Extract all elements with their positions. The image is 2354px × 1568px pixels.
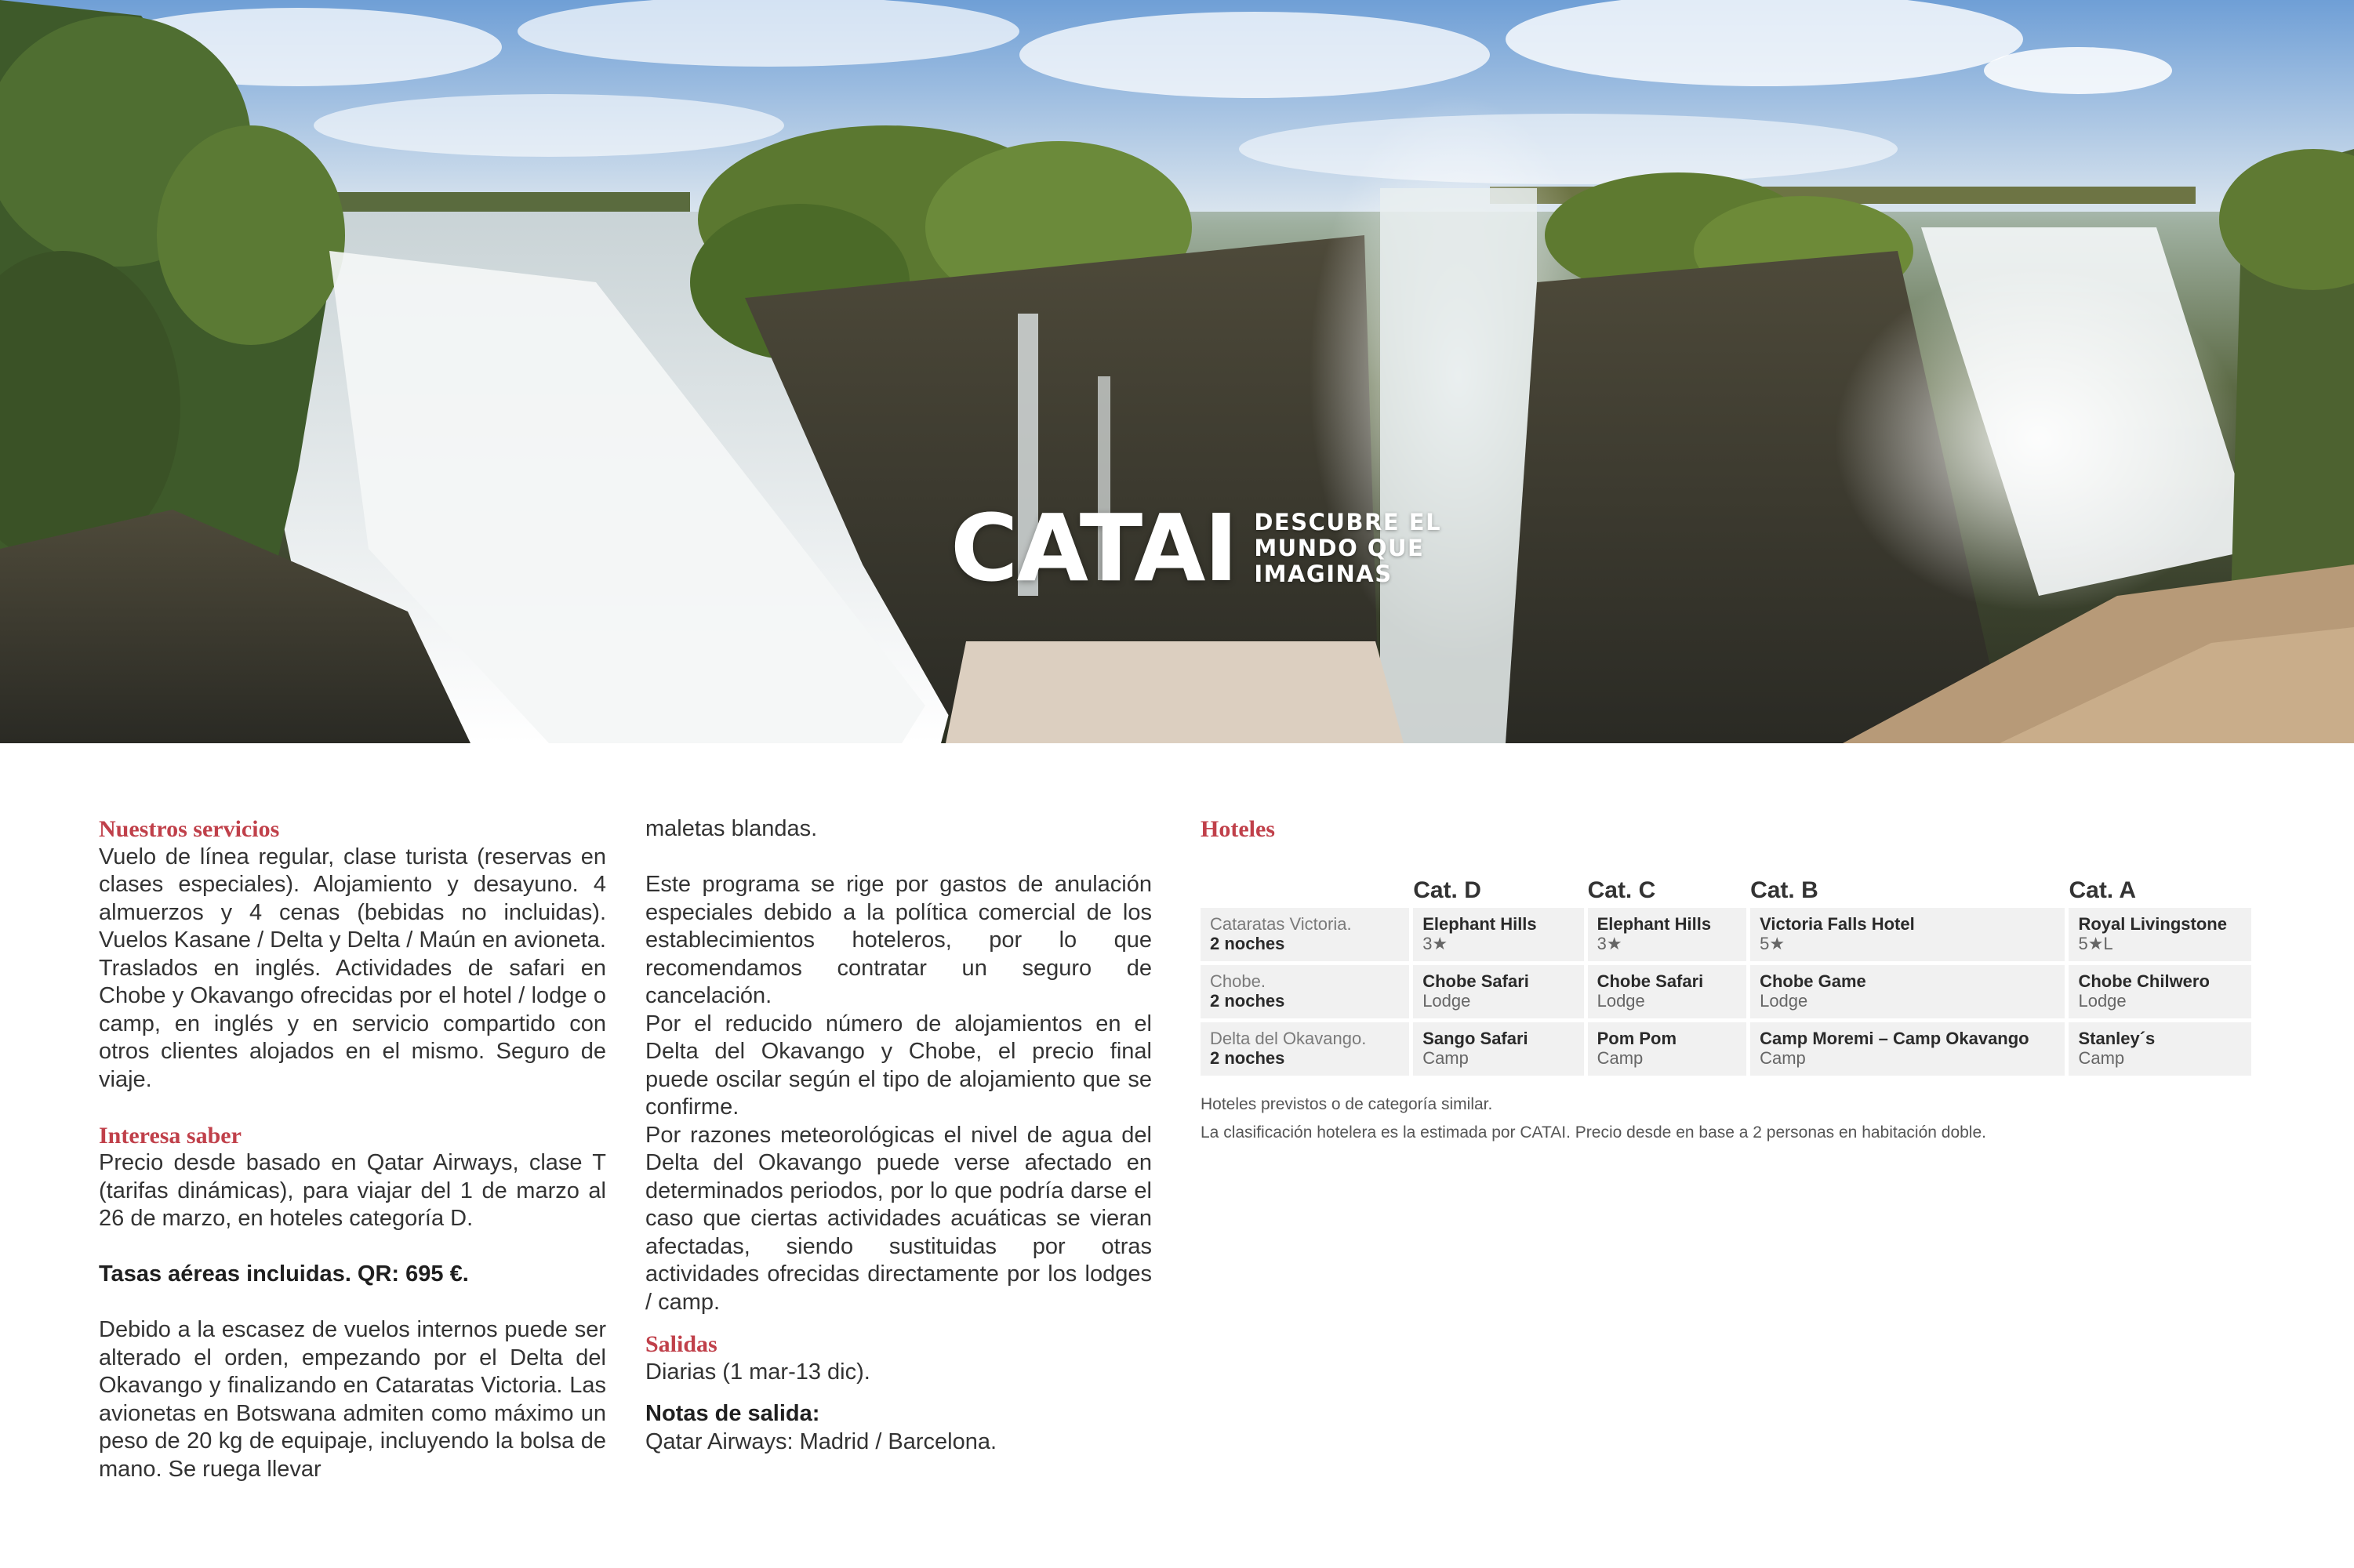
location-nights: 2 noches [1210,1048,1285,1068]
tagline-line-3: IMAGINAS [1254,560,1393,587]
tagline-line-2: MUNDO QUE [1254,534,1425,561]
hotel-category: Camp [2078,1048,2125,1068]
hotel-category: Lodge [1597,991,1645,1011]
hotel-name: Chobe Safari [1422,971,1529,991]
hotel-name: Elephant Hills [1597,914,1712,934]
header-location [1201,877,1409,904]
location-name: Chobe. [1210,971,1266,991]
hotel-cell [2069,965,2251,1018]
hotel-cell [1413,1022,1583,1076]
hotel-cell [1588,908,1746,961]
cancellation-text: Este programa se rige por gastos de anulación especiales debido a la política comercial de los establecimientos hoteleros, por lo que recomendamos contratar un seguro de cancelación. [645,872,1152,1008]
hotel-category: Lodge [1760,991,1808,1011]
hotel-name: Camp Moremi – Camp Okavango [1760,1029,2029,1048]
hotel-category: Camp [1422,1048,1469,1068]
hotels-note-2: La clasificación hotelera es la estimada por CATAI. Precio desde en base a 2 personas en habitación doble. [1201,1123,1986,1142]
location-nights: 2 noches [1210,934,1285,953]
hotel-name: Sango Safari [1422,1029,1528,1048]
text-column-2 [645,815,1152,1456]
header-cat-b: Cat. B [1750,877,1818,903]
flights-continued-text: maletas blandas. [645,816,818,841]
location-cell [1201,965,1409,1018]
departure-notes-heading: Notas de salida: [645,1401,820,1426]
hotels-section [1201,814,2255,1147]
header-cat-d: Cat. D [1413,877,1481,903]
weather-text: Por razones meteorológicas el nivel de agua del Delta del Okavango puede verse afectado en determinados periodos, por lo que podría darse el caso que ciertas actividades acuáticas se vieran afectadas, siendo sustituidas por otras actividades ofrecidas directamente por los lodges / camp. [645,1122,1152,1315]
hotel-name: Chobe Safari [1597,971,1704,991]
hotels-header-row [1201,877,2251,904]
location-cell [1201,1022,1409,1076]
hotel-category: Camp [1597,1048,1644,1068]
hotel-category: 3★ [1422,934,1448,953]
departures-heading: Salidas [645,1331,717,1357]
hotel-name: Royal Livingstone [2078,914,2227,934]
header-cat-a: Cat. A [2069,877,2137,903]
location-name: Cataratas Victoria. [1210,914,1352,934]
header-cat-c: Cat. C [1587,877,1656,903]
text-column-1 [99,815,606,1483]
services-text: Vuelo de línea regular, clase turista (reservas en clases especiales). Alojamiento y desayuno. 4 almuerzos y 4 cenas (bebidas no incluidas). Vuelos Kasane / Delta y Delta / Maún en avioneta. Traslados en inglés. Actividades de safari en Chobe y Okavango ofrecidas por el hotel / lodge o camp, en inglés y en servicio compartido con otros clientes alojados en el mismo. Seguro de viaje. [99,844,606,1092]
hotel-name: Pom Pom [1597,1029,1677,1048]
hotel-category: 5★L [2078,934,2113,953]
table-row [1201,1022,2251,1076]
hero-image [0,0,2354,743]
hotels-note-1: Hoteles previstos o de categoría similar. [1201,1095,1493,1113]
interest-heading: Interesa saber [99,1122,242,1149]
victoria-falls-illustration [0,0,2354,743]
hotel-cell [2069,1022,2251,1076]
hotel-name: Chobe Game [1760,971,1866,991]
services-heading: Nuestros servicios [99,816,280,842]
hotel-name: Stanley´s [2078,1029,2156,1048]
departures-text: Diarias (1 mar-13 dic). [645,1359,870,1385]
catai-logo [950,494,1442,602]
hotel-category: Lodge [1422,991,1471,1011]
hotel-cell [1413,965,1583,1018]
departure-notes-text: Qatar Airways: Madrid / Barcelona. [645,1428,997,1454]
hotel-category: Lodge [2078,991,2127,1011]
logo-wordmark: CATAI [950,494,1237,602]
hotels-notes [1201,1091,2255,1147]
hotel-cell [1413,908,1583,961]
hotel-category: Camp [1760,1048,1806,1068]
hotel-category: 3★ [1597,934,1622,953]
hotels-heading: Hoteles [1201,816,1275,842]
flights-text: Debido a la escasez de vuelos internos puede ser alterado el orden, empezando por el Delta del Okavango y finalizando en Cataratas Victoria. Las avionetas en Botswana admiten como máximo un peso de 20 kg de equipaje, incluyendo la bolsa de mano. Se ruega llevar [99,1317,606,1482]
hotels-table [1197,873,2255,1080]
interest-text: Precio desde basado en Qatar Airways, clase T (tarifas dinámicas), para viajar del 1 de marzo al 26 de marzo, en hoteles categoría D. [99,1150,606,1231]
taxes-text: Tasas aéreas incluidas. QR: 695 €. [99,1261,469,1287]
hotel-cell [1588,965,1746,1018]
hotel-cell [1750,908,2065,961]
table-row [1201,908,2251,961]
location-nights: 2 noches [1210,991,1285,1011]
price-text: Por el reducido número de alojamientos en el Delta del Okavango y Chobe, el precio final puede oscilar según el tipo de alojamiento que se confirme. [645,1011,1152,1120]
location-cell [1201,908,1409,961]
table-row [1201,965,2251,1018]
tagline-line-1: DESCUBRE EL [1254,508,1442,535]
hotel-cell [1750,965,2065,1018]
hero-tab-shape [946,641,1404,743]
hotel-category: 5★ [1760,934,1785,953]
hotel-name: Chobe Chilwero [2078,971,2210,991]
hotel-name: Elephant Hills [1422,914,1537,934]
location-name: Delta del Okavango. [1210,1029,1367,1048]
hotel-cell [1588,1022,1746,1076]
hotel-cell [1750,1022,2065,1076]
hotel-name: Victoria Falls Hotel [1760,914,1915,934]
hotel-cell [2069,908,2251,961]
logo-tagline [1254,510,1441,587]
